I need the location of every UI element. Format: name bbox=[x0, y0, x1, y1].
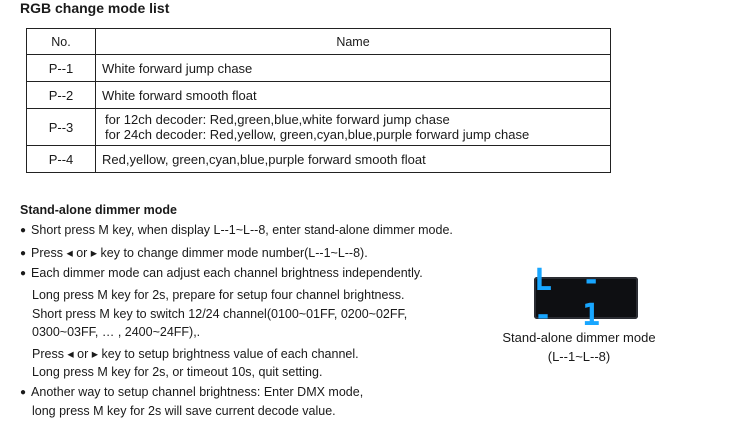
row-name: Red,yellow, green,cyan,blue,purple forward smooth float bbox=[96, 146, 611, 173]
row-no: P--4 bbox=[27, 146, 96, 173]
row-name-line2: for 24ch decoder: Red,yellow, green,cyan,blue,purple forward jump chase bbox=[105, 127, 530, 142]
text-line-1: ● Short press M key, when display L--1~L--8, enter stand-alone dimmer mode. bbox=[20, 223, 453, 237]
display-caption: Stand-alone dimmer mode bbox=[502, 330, 656, 345]
led-display: L - - 1 bbox=[534, 277, 638, 319]
text-line-8: Long press M key for 2s, or timeout 10s, quit setting. bbox=[32, 365, 323, 379]
display-caption-range: (L--1~L--8) bbox=[547, 349, 611, 364]
text-line-10: long press M key for 2s will save current decode value. bbox=[32, 404, 336, 418]
text-line-5: Short press M key to switch 12/24 channel(0100~01FF, 0200~02FF, bbox=[32, 307, 408, 321]
text-line-3: ● Each dimmer mode can adjust each channel brightness independently. bbox=[20, 266, 423, 280]
table-row bbox=[27, 146, 611, 173]
text-line-9: ● Another way to setup channel brightness: Enter DMX mode, bbox=[20, 385, 363, 399]
text-line-4: Long press M key for 2s, prepare for setup four channel brightness. bbox=[32, 288, 405, 302]
row-no: P--3 bbox=[27, 109, 96, 146]
text-line-6: 0300~03FF, … , 2400~24FF),. bbox=[32, 325, 201, 339]
section-title-standalone: Stand-alone dimmer mode bbox=[20, 203, 177, 217]
text-line-7: Press ◂ or ▸ key to setup brightness value of each channel. bbox=[32, 347, 359, 361]
row-name bbox=[96, 109, 611, 146]
table-row bbox=[27, 55, 611, 82]
rgb-mode-table bbox=[26, 28, 611, 173]
section-title-rgb-modes: RGB change mode list bbox=[20, 0, 170, 16]
row-name: White forward smooth float bbox=[96, 82, 611, 109]
header-name: Name bbox=[96, 29, 611, 55]
table-row bbox=[27, 109, 611, 146]
table-header-row bbox=[27, 29, 611, 55]
row-name: White forward jump chase bbox=[96, 55, 611, 82]
text-line-2: ● Press ◂ or ▸ key to change dimmer mode number(L--1~L--8). bbox=[20, 245, 368, 260]
table-row bbox=[27, 82, 611, 109]
header-no: No. bbox=[27, 29, 96, 55]
row-no: P--2 bbox=[27, 82, 96, 109]
row-no: P--1 bbox=[27, 55, 96, 82]
row-name-line1: for 12ch decoder: Red,green,blue,white forward jump chase bbox=[105, 112, 450, 127]
